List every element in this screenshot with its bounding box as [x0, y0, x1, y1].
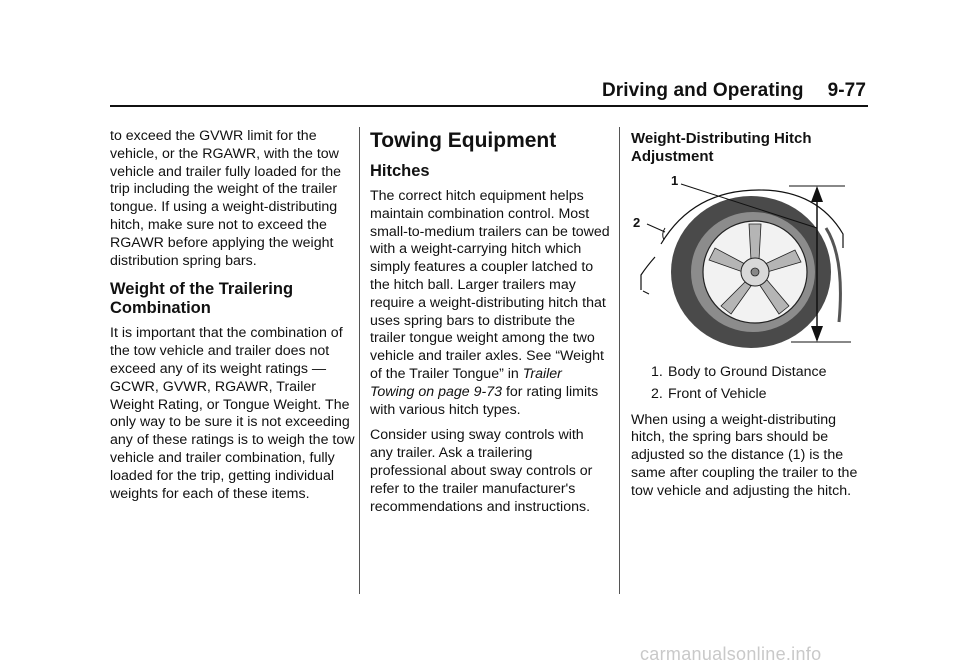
arrow-up [811, 186, 823, 202]
caption-item: 1. Body to Ground Distance [651, 364, 827, 380]
section-title: Driving and Operating [601, 80, 804, 101]
trailer-towing-link[interactable]: Trailer Towing on page 9-73 [370, 365, 562, 400]
paragraph-gvwr: to exceed the GVWR limit for the vehicle, or the RGAWR, with the tow vehicle and trailer fully loaded for the trip including the weight of the trailer tongue. If using a weight-distributing hitch, make sure not to exceed the RGAWR before applying the weight distribution spring bars. [110, 128, 342, 269]
column-3 [631, 128, 871, 509]
column-divider-2 [619, 127, 620, 594]
column-1 [110, 128, 356, 511]
hitches-text-tail: for rating limits with various hitch types. [370, 383, 599, 418]
watermark: carmanualsonline.info [640, 644, 822, 664]
callout-2-label: 2 [633, 215, 641, 230]
page-header [110, 80, 866, 102]
arrow-down [811, 326, 823, 342]
figure-captions [631, 364, 871, 404]
hitches-text: The correct hitch equipment helps maintain combination control. Most small-to-medium trailers can be towed with a weight-carrying hitch which simply features a coupler latched to the hitch ball. Larger trailers may require a weight-distributing hitch that uses spring bars to distribute the trailer tongue weight among the two vehicle and trailer axles. See “Weight of the Trailer Tongue” in [370, 188, 610, 382]
paragraph-hitches [370, 188, 610, 419]
header-rule [110, 105, 868, 107]
heading-weight-of-combination: Weight of the Trailering Combination [110, 280, 294, 318]
callout-2-leader [647, 224, 665, 232]
center-cap [751, 268, 759, 276]
wheel-illustration [631, 172, 861, 358]
column-2 [370, 128, 610, 524]
heading-hitch-adjustment: Weight-Distributing Hitch Adjustment [631, 130, 812, 165]
column-divider-1 [359, 127, 360, 594]
paragraph-hitch-adjustment: When using a weight-distributing hitch, the spring bars should be adjusted so the distance (1) is the same after coupling the trailer to the tow vehicle and adjusting the hitch. [631, 411, 858, 499]
wheel-diagram [631, 172, 861, 358]
bumper-line [643, 291, 649, 294]
page-number: 9-77 [827, 80, 866, 101]
heading-hitches: Hitches [370, 162, 430, 180]
caption-item: 2. Front of Vehicle [651, 385, 767, 402]
paragraph-sway-controls: Consider using sway controls with any trailer. Ask a trailering professional about sway controls or refer to the trailer manufacturer's recommendations and instructions. [370, 427, 593, 515]
heading-towing-equipment: Towing Equipment [370, 129, 557, 152]
callout-1-label: 1 [671, 173, 679, 188]
paragraph-combination: It is important that the combination of the tow vehicle and trailer does not exceed any of its weight ratings — GCWR, GVWR, RGAWR, Trailer Weight Rating, or Tongue Weight. The only way to be sure it is not exceeding any of these ratings is to weigh the tow vehicle and trailer combination, fully loaded for the trip, getting individual weights for each of these items. [110, 325, 355, 502]
front-body-line [641, 257, 655, 290]
